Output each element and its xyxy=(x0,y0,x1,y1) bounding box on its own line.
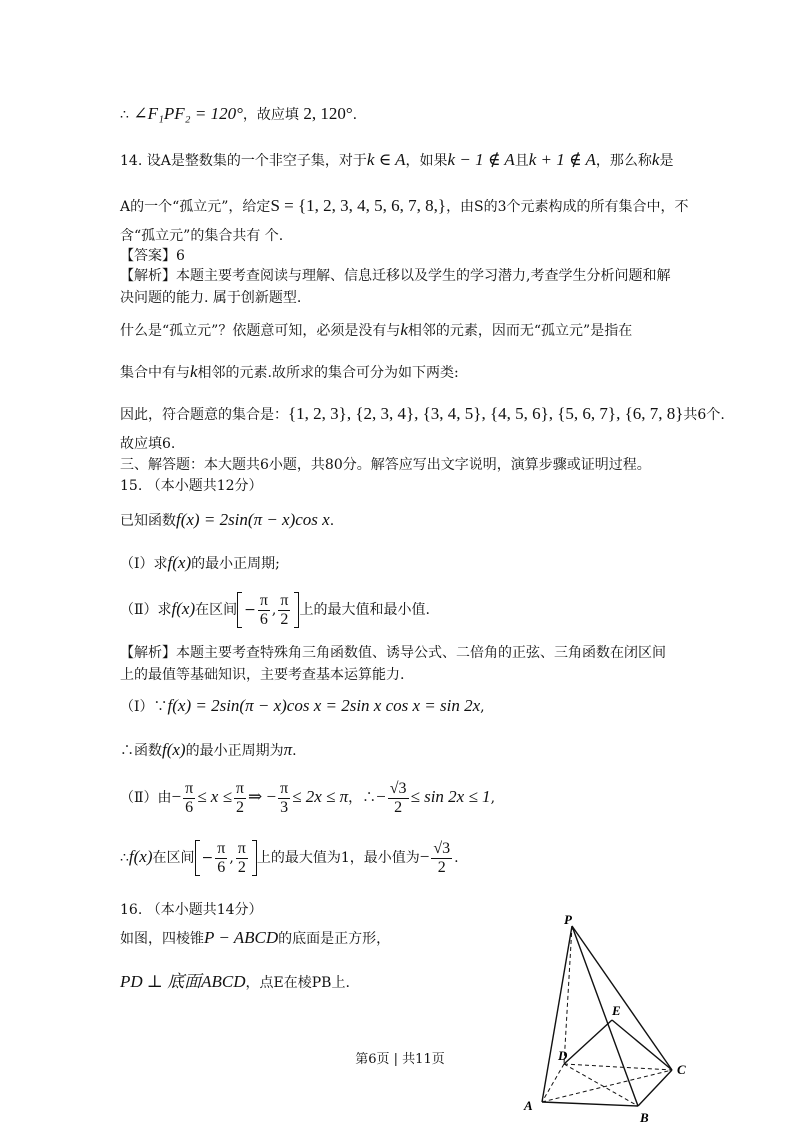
label-C: C xyxy=(677,1062,686,1077)
text: . xyxy=(352,107,358,123)
text: 相邻的元素.故所求的集合可分为如下两类: xyxy=(197,365,459,381)
text: 上的最大值为1，最小值为 xyxy=(256,850,420,867)
text: 集合中有与 xyxy=(120,365,190,381)
denominator: 6 xyxy=(259,610,268,628)
denominator: 2 xyxy=(437,858,446,876)
numerator: π xyxy=(280,592,289,609)
text: A的一个“孤立元”，给定 xyxy=(120,199,271,215)
minus: − xyxy=(244,602,256,619)
edge-BC xyxy=(638,1070,672,1106)
text: 14. 设A是整数集的一个非空子集，对于 xyxy=(120,153,367,169)
text: 的最小正周期; xyxy=(191,556,280,572)
set-S: S = {1, 2, 3, 4, 5, 6, 7, 8,} xyxy=(270,196,447,215)
fraction xyxy=(278,780,290,816)
q15-step1 xyxy=(120,696,485,716)
denominator: 2 xyxy=(235,798,244,816)
text: （Ⅱ）由 xyxy=(120,790,172,807)
text: . xyxy=(292,743,297,759)
text: 相邻的元素，因而无“孤立元”是指在 xyxy=(407,323,633,339)
fraction xyxy=(236,840,248,876)
q15-step3: （Ⅱ）由− $\frac{\pi}{6}$ ≤ x ≤ $\frac{\pi}{2}$ ⇒ − $\frac{\pi}{3}$ ≤ 2x ≤ π，∴− $\frac{√3}{2}$ ≤ sin 2x ≤ 1, xyxy=(120,780,496,816)
math: k xyxy=(651,150,660,169)
math: ≤ x ≤ xyxy=(197,787,232,807)
fraction xyxy=(234,780,246,816)
fraction xyxy=(215,840,227,876)
label-B: B xyxy=(640,1110,649,1125)
q15-analysis1: 【解析】本题主要考查特殊角三角函数值、诱导公式、二倍角的正弦、三角函数在闭区间 xyxy=(120,645,666,661)
text: ∴ xyxy=(120,850,129,867)
math: ≤ 2x ≤ π xyxy=(292,787,349,807)
q15-step4: ∴f(x)在区间 − $\frac{\pi}{6}$ , $\frac{\pi}{2}$ 上的最大值为1，最小值为− $\frac{√3}{2}$ . xyxy=(120,840,459,876)
q14-line6 xyxy=(120,320,632,340)
math: f(x) = 2sin(π − x)cos x = 2sin x cos x = sin 2x xyxy=(167,696,481,715)
fraction xyxy=(278,592,290,628)
q14-analysis1: 【解析】本题主要考查阅读与理解、信息迁移以及学生的学习潜力,考查学生分析问题和解 xyxy=(120,268,671,284)
q14-line1 xyxy=(120,150,673,170)
diagonal-AC-hidden xyxy=(542,1070,672,1102)
text: , xyxy=(480,699,485,715)
q14-answer: 【答案】6 xyxy=(120,248,185,264)
math: P − ABCD xyxy=(204,928,279,947)
text: （Ⅰ）∵ xyxy=(120,699,168,715)
text: ∴函数 xyxy=(120,743,162,759)
fraction xyxy=(431,840,452,876)
q15-given xyxy=(120,510,334,530)
numerator: π xyxy=(280,780,289,797)
minus: − xyxy=(201,850,214,867)
denominator: 6 xyxy=(217,858,226,876)
math: PD ⊥ 底面ABCD xyxy=(120,972,246,991)
q14-analysis2: 决问题的能力. 属于创新题型. xyxy=(120,290,302,306)
answer-value: 2, 120° xyxy=(303,104,353,123)
denominator: 2 xyxy=(280,610,289,628)
text: 且 xyxy=(514,153,529,169)
text: 是 xyxy=(659,153,674,169)
text: ，点E在棱PB上. xyxy=(245,975,350,991)
math: ≤ sin 2x ≤ 1 xyxy=(410,787,491,807)
line-angle-result xyxy=(120,104,357,124)
text: （Ⅰ）求 xyxy=(120,556,168,572)
label-P: P xyxy=(564,912,572,927)
text: , xyxy=(490,790,496,807)
label-E: E xyxy=(612,1003,621,1018)
text: 因此，符合题意的集合是： xyxy=(120,407,288,423)
text: ，如果 xyxy=(405,153,448,169)
numerator: π xyxy=(235,780,244,797)
math: k xyxy=(400,320,408,339)
numerator: √3 xyxy=(433,840,451,857)
q15-part1 xyxy=(120,553,280,573)
q15-step2 xyxy=(120,740,297,760)
q14-line8 xyxy=(120,404,725,424)
q14-line7 xyxy=(120,362,459,382)
math: π xyxy=(283,740,293,759)
text: . xyxy=(454,850,459,867)
fraction xyxy=(388,780,409,816)
label-D: D xyxy=(558,1048,568,1063)
denominator: 2 xyxy=(394,798,403,816)
comma: , xyxy=(229,850,234,867)
q14-line3: 含“孤立元”的集合共有 个. xyxy=(120,228,284,244)
pyramid-figure xyxy=(520,912,700,1132)
math: f(x) xyxy=(167,553,192,572)
edge-AB xyxy=(542,1102,638,1106)
q14-line9: 故应填6. xyxy=(120,436,176,452)
text: 在区间 xyxy=(195,602,238,619)
text: ，由S的3个元素构成的所有集合中，不 xyxy=(446,199,689,215)
text: 的底面是正方形， xyxy=(278,931,391,947)
section-header: 三、解答题：本大题共6小题，共80分。解答应写出文字说明，演算步骤或证明过程。 xyxy=(120,457,651,473)
q15-head: 15. （本小题共12分） xyxy=(120,478,263,494)
text: （Ⅱ）求 xyxy=(120,602,172,619)
math: f(x) xyxy=(128,847,153,867)
denominator: 3 xyxy=(280,798,289,816)
comma: , xyxy=(271,602,277,619)
text: ，∴ xyxy=(348,790,377,807)
text: ，那么称 xyxy=(595,153,652,169)
q16-head: 16. （本小题共14分） xyxy=(120,902,263,918)
numerator: π xyxy=(237,840,246,857)
page-footer: 第6页 | 共11页 xyxy=(355,1052,445,1067)
text: ，故应填 xyxy=(242,107,299,123)
text: 已知函数 xyxy=(120,513,176,529)
interval xyxy=(195,840,257,876)
angle-expression: ∠F₁PF₂ = 120° xyxy=(133,104,243,123)
denominator: 2 xyxy=(237,858,246,876)
q15-analysis2: 上的最值等基础知识，主要考查基本运算能力. xyxy=(120,667,405,683)
text: 在区间 xyxy=(152,850,195,867)
q15-part2 xyxy=(120,592,430,628)
edge-PB xyxy=(572,926,638,1106)
numerator: π xyxy=(185,780,194,797)
denominator: 6 xyxy=(185,798,194,816)
sets-list: {1, 2, 3}, {2, 3, 4}, {3, 4, 5}, {4, 5, 6}, {5, 6, 7}, {6, 7, 8} xyxy=(288,404,684,423)
q16-line2 xyxy=(120,972,350,992)
text: 什么是“孤立元”？依题意可知，必须是没有与 xyxy=(120,323,401,339)
text: 如图，四棱锥 xyxy=(120,931,204,947)
math: ⇒ − xyxy=(247,787,277,807)
q14-line2 xyxy=(120,196,689,216)
math: k − 1 ∉ A xyxy=(447,150,515,169)
fraction xyxy=(183,780,195,816)
text: 共6个. xyxy=(683,407,725,423)
therefore-symbol: ∴ xyxy=(120,107,129,123)
numerator: π xyxy=(259,592,268,609)
function-def: f(x) = 2sin(π − x)cos x xyxy=(176,510,330,529)
math: k ∈ A xyxy=(366,150,406,169)
fraction xyxy=(258,592,270,628)
math: f(x) xyxy=(162,740,186,759)
text: . xyxy=(329,513,335,529)
math: k + 1 ∉ A xyxy=(528,150,596,169)
numerator: π xyxy=(217,840,226,857)
text: 上的最大值和最小值. xyxy=(299,602,430,619)
edge-PA xyxy=(542,926,572,1102)
q16-line1 xyxy=(120,928,390,948)
math: f(x) xyxy=(171,599,196,619)
interval xyxy=(237,592,299,628)
text: 的最小正周期为 xyxy=(185,743,284,759)
label-A: A xyxy=(524,1098,533,1113)
diagonal-DB-hidden xyxy=(564,1064,638,1106)
numerator: √3 xyxy=(389,780,407,797)
math: k xyxy=(190,362,198,381)
